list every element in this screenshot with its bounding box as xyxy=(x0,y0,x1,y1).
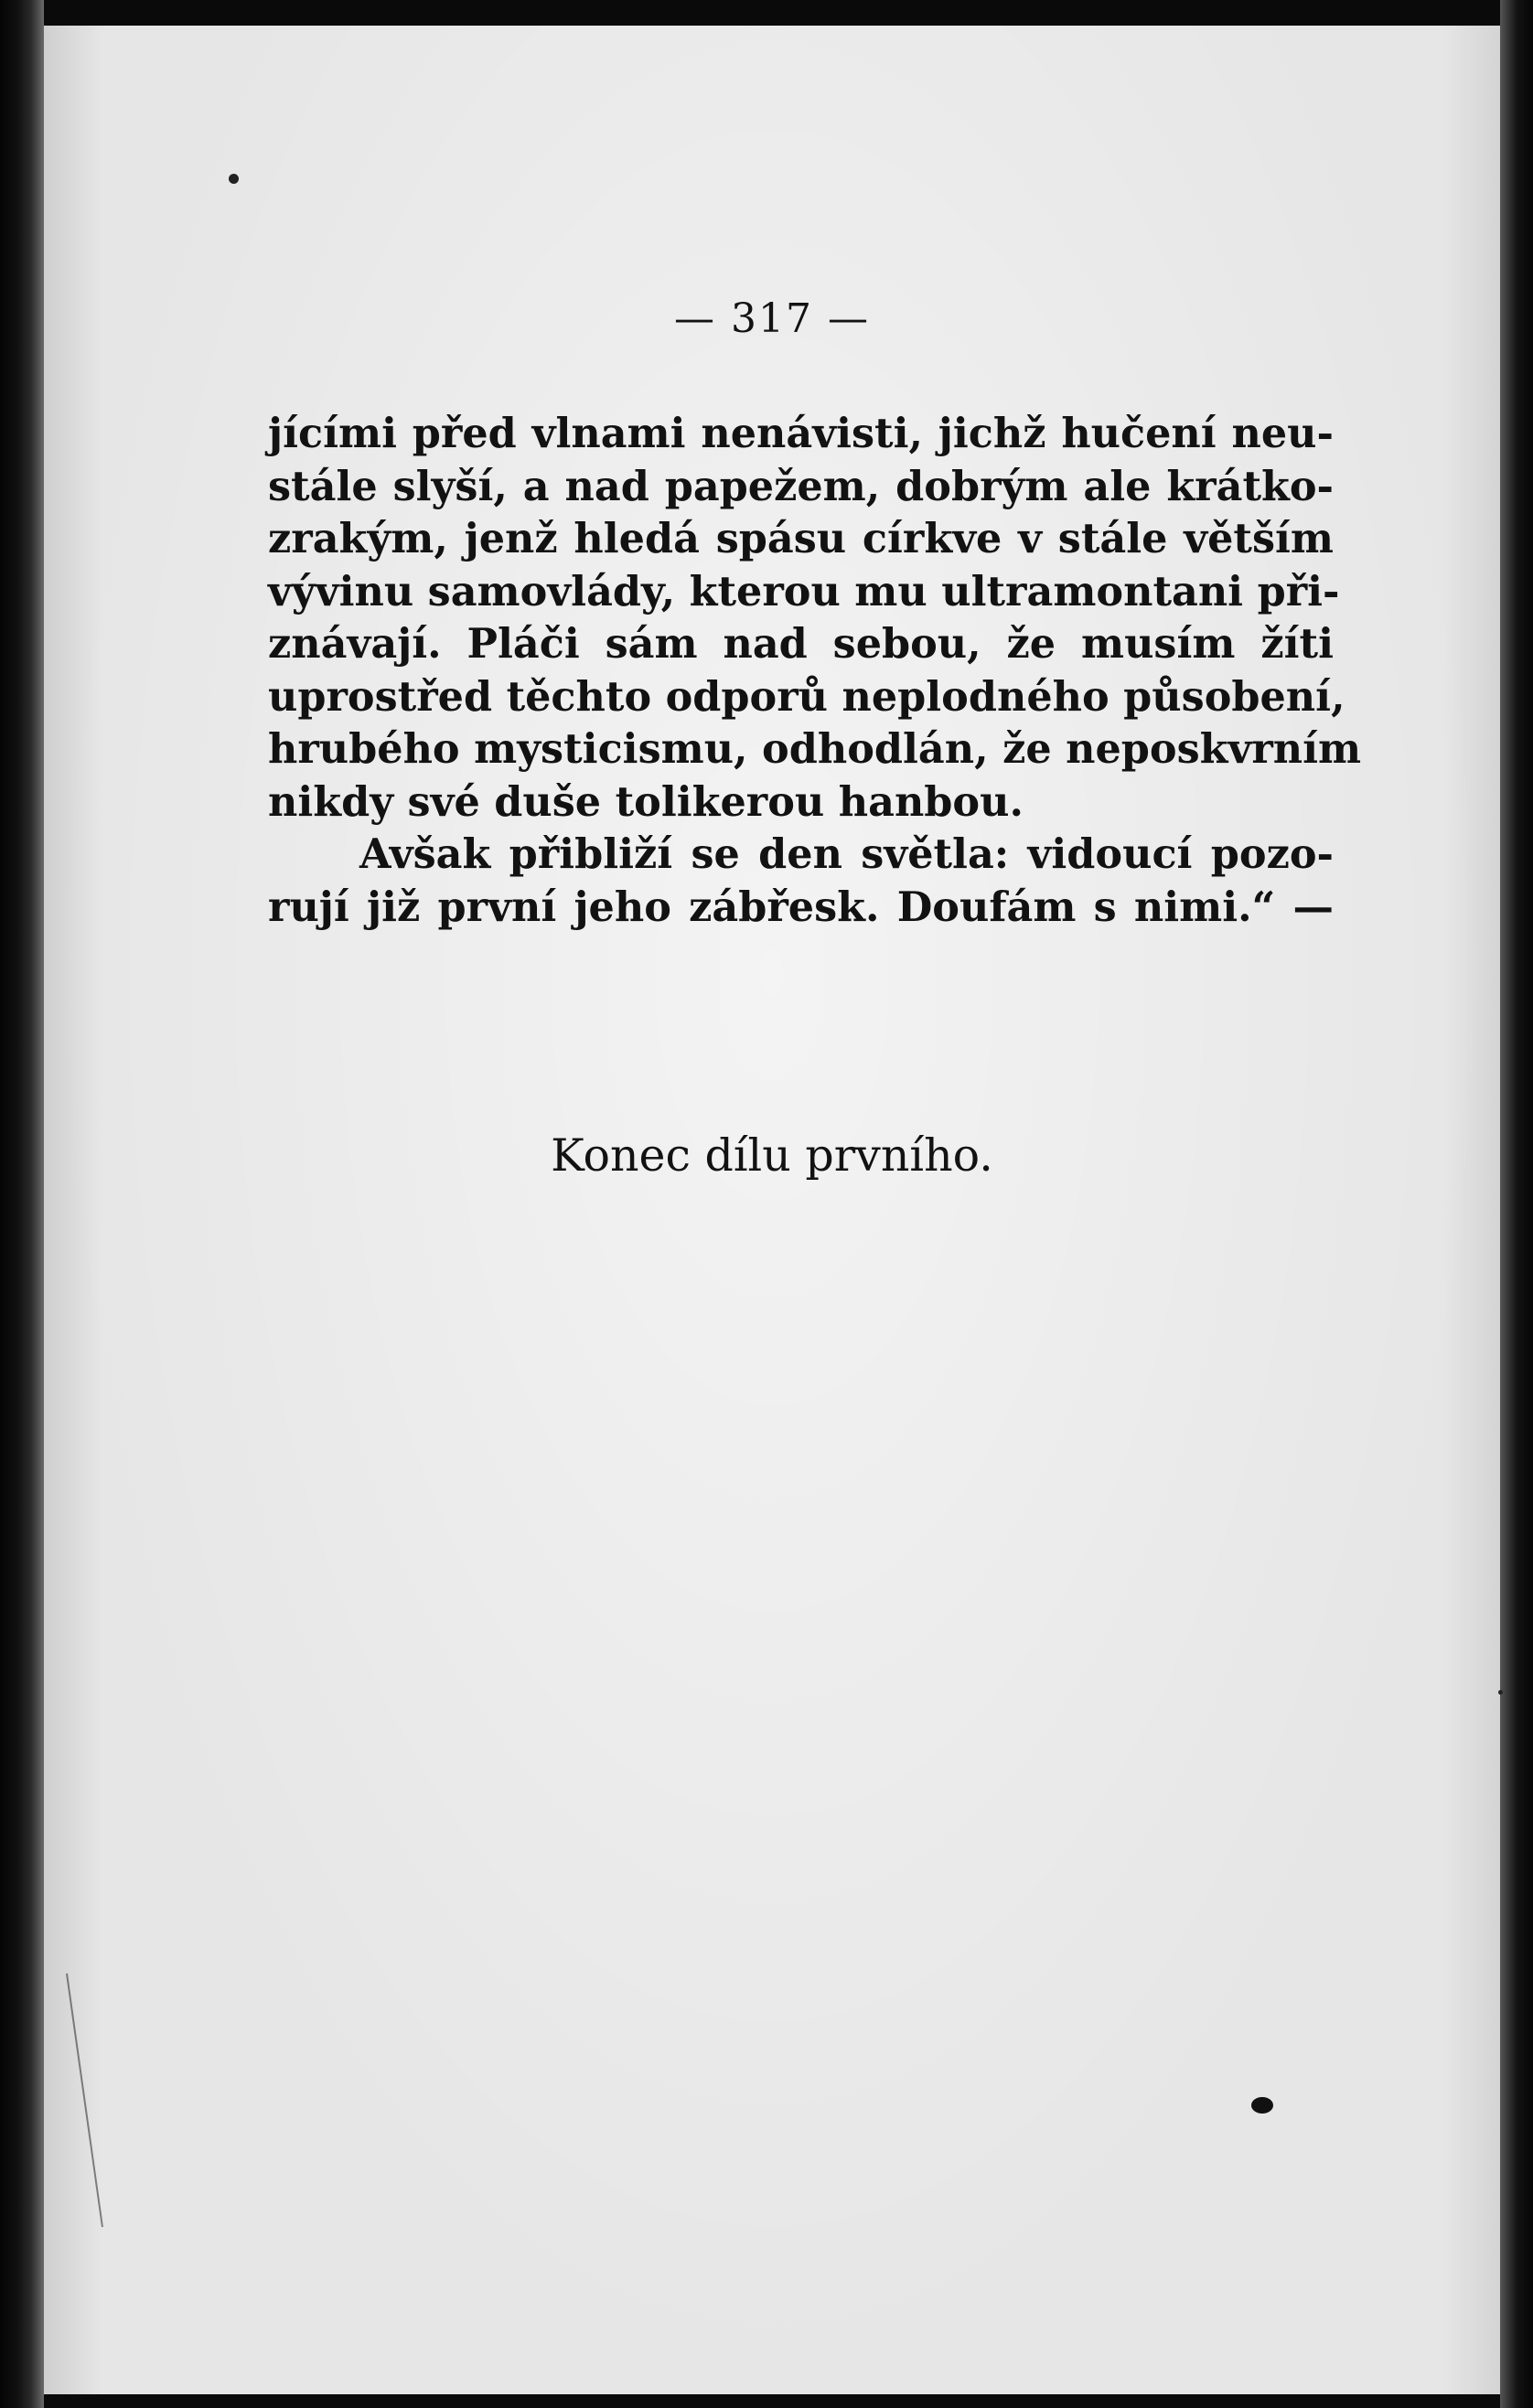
text-line: nikdy své duše tolikerou hanbou. xyxy=(268,777,1024,826)
ink-speck xyxy=(1498,1690,1503,1695)
text-line: stále slyší, a nad papežem, dobrým ale krátko- xyxy=(268,462,1334,510)
text-line: hrubého mysticismu, odhodlán, že neposkvrním xyxy=(268,725,1362,773)
text-line: Avšak přibliží se den světla: vidoucí pozo- xyxy=(359,830,1334,878)
text-line: jícími před vlnami nenávisti, jichž hučení neu- xyxy=(268,410,1334,457)
page-edge-shadow xyxy=(1500,0,1533,2408)
text-line: rují již první jeho zábřesk. Doufám s nimi.“ — xyxy=(268,883,1334,931)
ink-speck xyxy=(1251,2097,1273,2114)
text-line: zrakým, jenž hledá spásu církve v stále větším xyxy=(268,515,1334,562)
text-line: vývinu samovlády, kterou mu ultramontani při- xyxy=(268,567,1340,615)
text-line: uprostřed těchto odporů neplodného působení, xyxy=(268,672,1345,721)
body-text xyxy=(268,408,1362,934)
volume-ending: Konec dílu prvního. xyxy=(551,1129,993,1182)
text-line: znávají. Pláči sám nad sebou, že musím žíti xyxy=(268,620,1334,668)
ink-speck xyxy=(229,174,239,184)
binding-edge xyxy=(0,0,44,2408)
page-number: — 317 — xyxy=(674,295,870,342)
paper-scratch xyxy=(66,1974,103,2228)
book-page xyxy=(44,26,1500,2394)
